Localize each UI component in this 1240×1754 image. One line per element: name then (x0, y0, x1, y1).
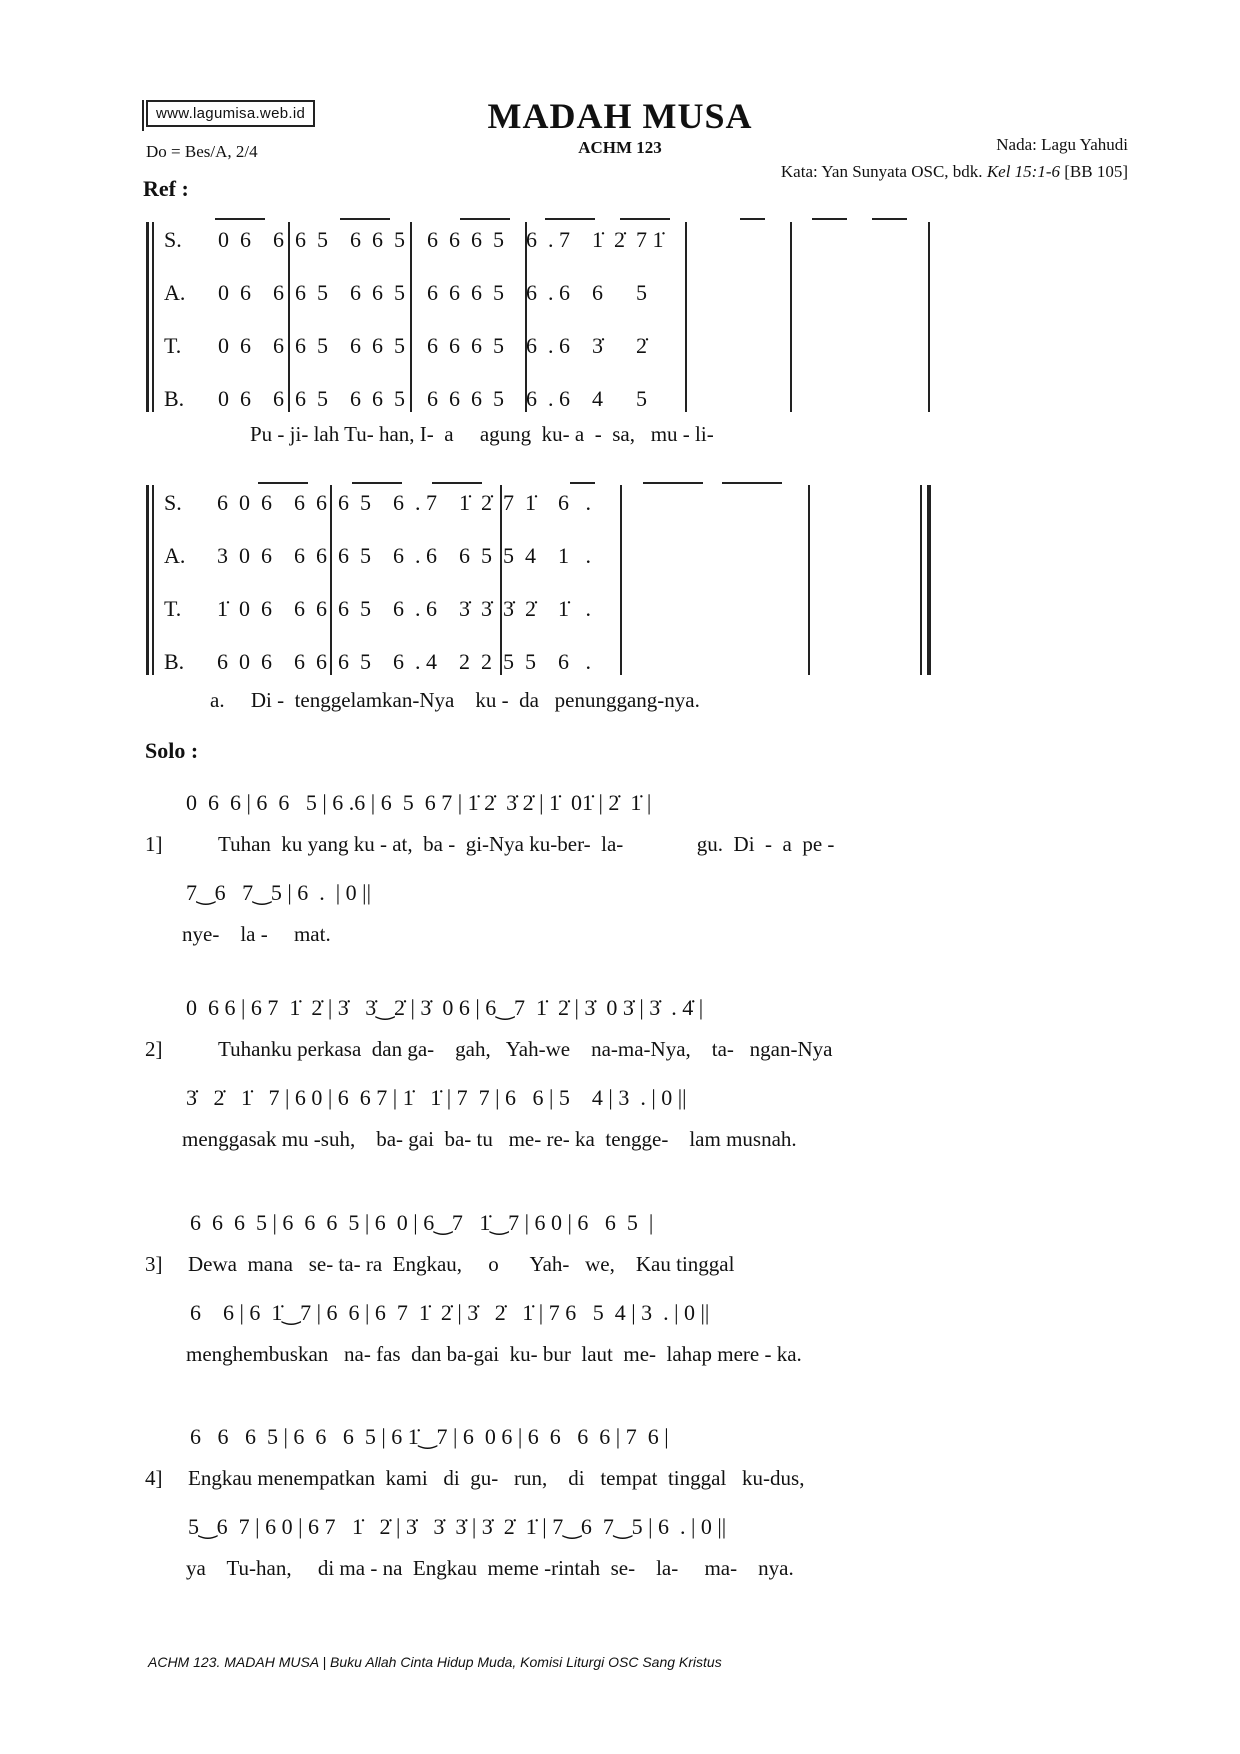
verse1-number: 1] (145, 832, 163, 856)
tenor-notes: 1̇ 0 6 6 6 6 5 6 . 6 3̇ 3̇ 3̇ 2̇ 1̇ . (217, 596, 591, 621)
text-credit (781, 162, 1128, 182)
voice-label-soprano: S. (164, 227, 182, 252)
soprano-notes: 6 0 6 6 6 6 5 6 . 7 1̇ 2̇ 7 1̇ 6 . (217, 490, 591, 515)
barline (685, 222, 687, 412)
beam (740, 218, 765, 220)
verse3-lyrics-line2: menghembuskan na- fas dan ba-gai ku- bur laut me- lahap mere - ka. (186, 1342, 802, 1366)
text-credit-prefix: Kata: Yan Sunyata OSC, bdk. (780, 162, 987, 181)
system2-bracket (146, 485, 149, 675)
beam (812, 218, 847, 220)
final-barline (920, 485, 922, 675)
verse3-notes-line1: 6 6 6 5 | 6 6 6 5 | 6 0 | 6‿7 1̇‿7 | 6 0 | 6 6 5 | (190, 1210, 654, 1235)
system1-bracket-inner (152, 222, 154, 412)
verse4-number: 4] (145, 1466, 163, 1490)
beam (215, 218, 265, 220)
beam (432, 482, 482, 484)
barline (620, 485, 622, 675)
voice-label-bass: B. (164, 386, 185, 411)
text-credit-suffix: [BB 105] (1060, 162, 1128, 181)
beam (570, 482, 595, 484)
hymn-number: ACHM 123 (578, 138, 662, 157)
verse4-notes-line2: 5‿6 7 | 6 0 | 6 7 1̇ 2̇ | 3̇ 3̇ 3̇ | 3̇ 2̇ 1̇ | 7‿6 7‿5 | 6 . | 0 || (188, 1514, 727, 1539)
refrain-lyrics-1: Pu - ji- lah Tu- han, I- a agung ku- a - sa, mu - li- (250, 422, 714, 446)
system2-bracket-inner (152, 485, 154, 675)
verse2-lyrics-line2: menggasak mu -suh, ba- gai ba- tu me- re- ka tengge- lam musnah. (182, 1127, 797, 1151)
bass-notes: 6 0 6 6 6 6 5 6 . 4 2 2 5 5 6 . (217, 649, 591, 674)
system1-bracket (146, 222, 149, 412)
tenor-notes: 0 6 6 6 5 6 6 5 6 6 6 5 6 . 6 3̇ 2̇ (218, 333, 647, 358)
refrain-lyrics-2: a. Di - tenggelamkan-Nya ku - da penunggang-nya. (210, 688, 700, 712)
verse2-lyrics-line1: Tuhanku perkasa dan ga- gah, Yah-we na-ma-Nya, ta- ngan-Nya (218, 1037, 833, 1061)
verse2-number: 2] (145, 1037, 163, 1061)
verse3-notes-line2: 6 6 | 6 1̇‿7 | 6 6 | 6 7 1̇ 2̇ | 3̇ 2̇ 1̇ | 7 6 5 4 | 3 . | 0 || (190, 1300, 710, 1325)
beam (340, 218, 390, 220)
verse1-notes-line1: 0 6 6 | 6 6 5 | 6 .6 | 6 5 6 7 | 1̇ 2̇ 3̇ 2̇ | 1̇ 01̇ | 2̇ 1̇ | (186, 790, 652, 815)
verse3-number: 3] (145, 1252, 163, 1276)
verse1-lyrics-line2: nye- la - mat. (182, 922, 331, 946)
alto-notes: 0 6 6 6 5 6 6 5 6 6 6 5 6 . 6 6 5 (218, 280, 647, 305)
voice-label-alto: A. (164, 543, 186, 568)
solo-label: Solo : (145, 738, 199, 763)
verse2-notes-line2: 3̇ 2̇ 1̇ 7 | 6 0 | 6 6 7 | 1̇ 1̇ | 7 7 | 6 6 | 5 4 | 3 . | 0 || (186, 1085, 687, 1110)
refrain-label: Ref : (143, 176, 189, 201)
barline (928, 222, 930, 412)
bass-notes: 0 6 6 6 5 6 6 5 6 6 6 5 6 . 6 4 5 (218, 386, 647, 411)
verse2-notes-line1: 0 6 6 | 6 7 1̇ 2̇ | 3̇ 3̇‿2̇ | 3̇ 0 6 | 6‿7 1̇ 2̇ | 3̇ 0 3̇ | 3̇ . 4̇ | (186, 995, 704, 1020)
beam (545, 218, 595, 220)
voice-label-tenor: T. (164, 333, 182, 358)
barline (790, 222, 792, 412)
beam (620, 218, 670, 220)
beam (643, 482, 703, 484)
final-barline-thick (927, 485, 931, 675)
key-signature: Do = Bes/A, 2/4 (146, 142, 258, 161)
beam (258, 482, 308, 484)
voice-label-tenor: T. (164, 596, 182, 621)
beam (872, 218, 907, 220)
beam (460, 218, 510, 220)
verse4-lyrics-line1: Engkau menempatkan kami di gu- run, di tempat tinggal ku-dus, (188, 1466, 805, 1490)
verse1-notes-line2: 7‿6 7‿5 | 6 . | 0 || (186, 880, 371, 905)
verse3-lyrics-line1: Dewa mana se- ta- ra Engkau, o Yah- we, Kau tinggal (188, 1252, 735, 1276)
footer-citation: ACHM 123. MADAH MUSA | Buku Allah Cinta Hidup Muda, Komisi Liturgi OSC Sang Kristus (148, 1654, 722, 1670)
song-title: MADAH MUSA (487, 96, 753, 136)
alto-notes: 3 0 6 6 6 6 5 6 . 6 6 5 5 4 1 . (217, 543, 591, 568)
beam (722, 482, 782, 484)
melody-credit: Nada: Lagu Yahudi (996, 135, 1128, 154)
voice-label-soprano: S. (164, 490, 182, 515)
website-label: www.lagumisa.web.id (146, 100, 315, 127)
barline (808, 485, 810, 675)
verse4-notes-line1: 6 6 6 5 | 6 6 6 5 | 6 1̇‿7 | 6 0 6 | 6 6 6 6 | 7 6 | (190, 1424, 669, 1449)
text-credit-ref: Kel 15:1-6 (986, 162, 1060, 181)
voice-label-bass: B. (164, 649, 185, 674)
verse1-lyrics-line1: Tuhan ku yang ku - at, ba - gi-Nya ku-ber- la- gu. Di - a pe - (218, 832, 835, 856)
beam (352, 482, 402, 484)
verse4-lyrics-line2: ya Tu-han, di ma - na Engkau meme -rintah se- la- ma- nya. (186, 1556, 794, 1580)
voice-label-alto: A. (164, 280, 186, 305)
soprano-notes: 0 6 6 6 5 6 6 5 6 6 6 5 6 . 7 1̇ 2̇ 7 1̇ (218, 227, 664, 252)
